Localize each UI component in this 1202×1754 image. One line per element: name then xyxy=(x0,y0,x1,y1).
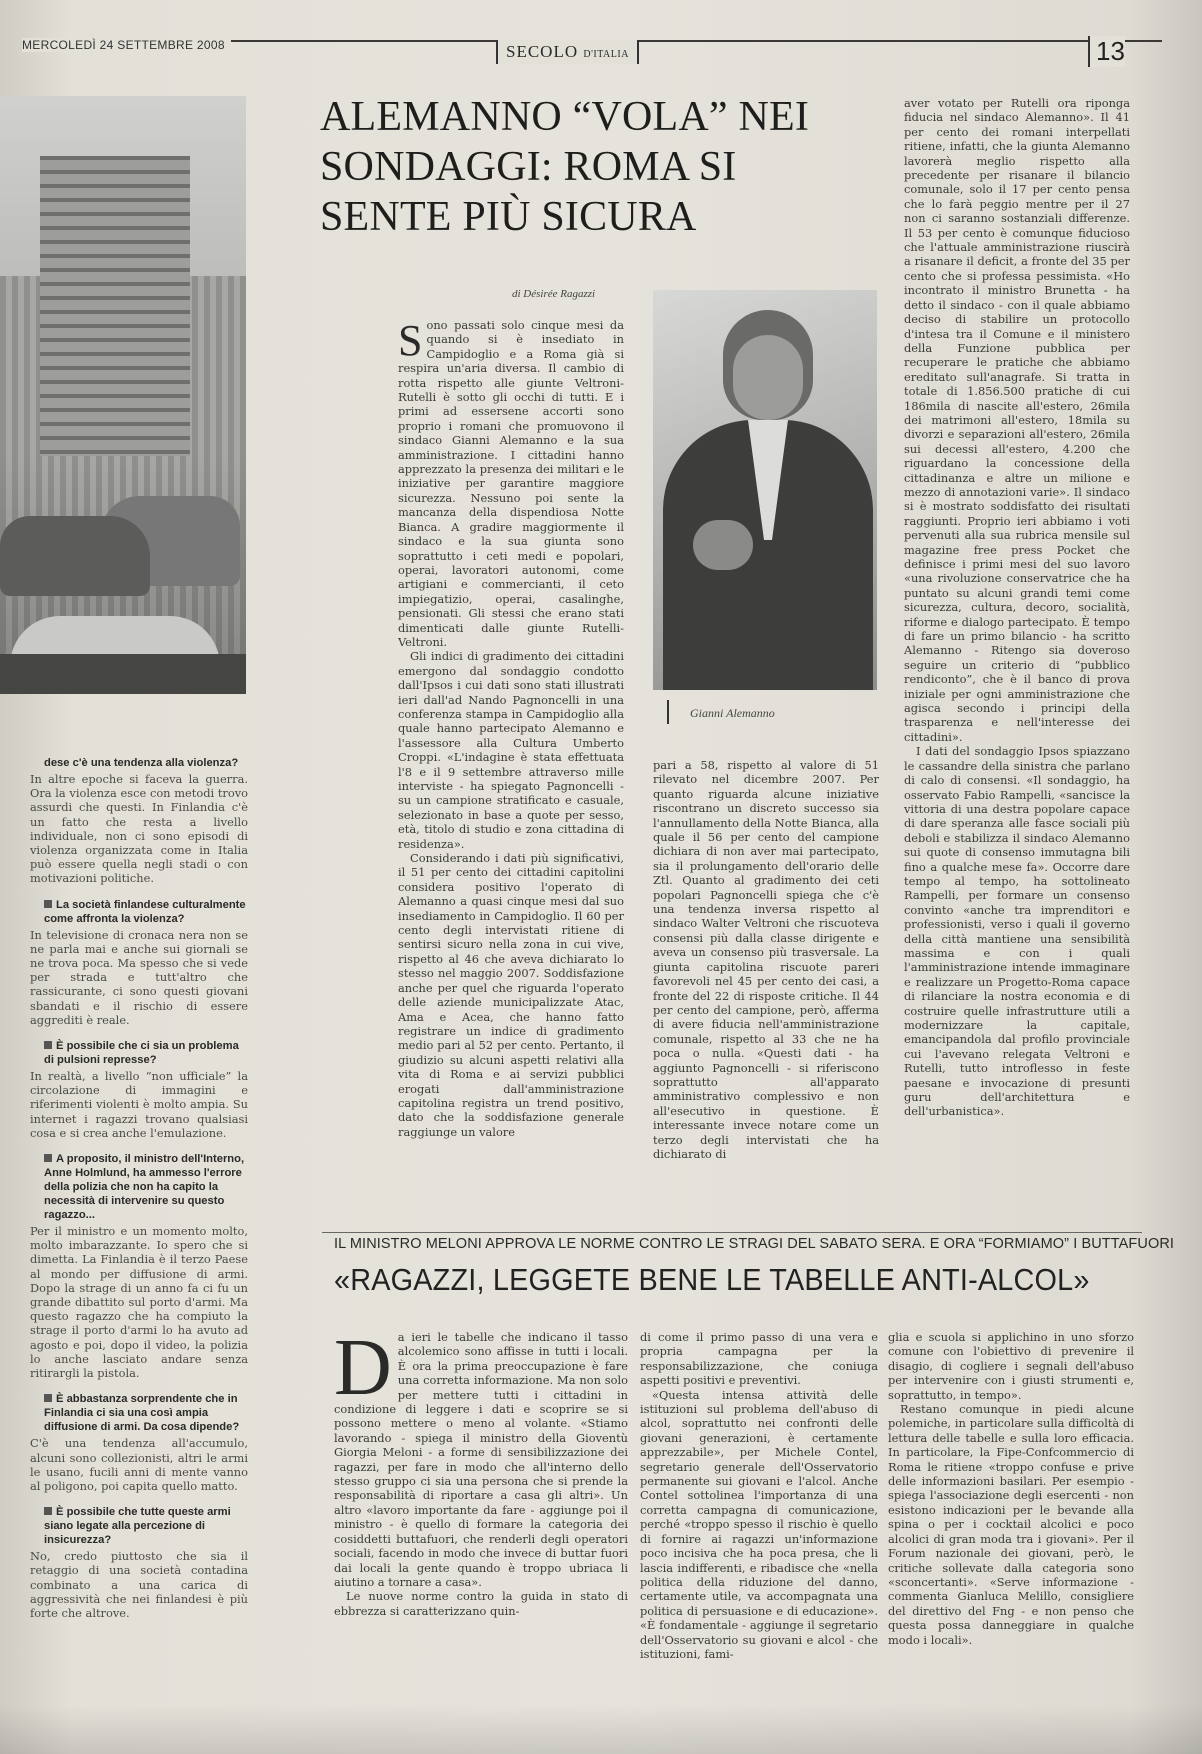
interview-question: È abbastanza sorprendente che in Finlandia ci sia una così ampia diffusione di armi. Da cosa dipende? xyxy=(44,1393,240,1434)
masthead-suffix: D'ITALIA xyxy=(583,49,629,60)
masthead xyxy=(496,40,639,64)
paragraph: I dati del sondaggio Ipsos spiazzano le cassandre della sinistra che parlano di calo di consensi. «Il sondaggio, ha osservato Fabio Rampelli, «sancisce la vittoria di una destra popolare capace di dare speranza alle fasce sociali più deboli e stabilizza il sindaco Alemanno sui quote di consenso immutagna bili fino a qualche mese fa». Occorre dare tempo al tempo, ha sottolineato Rampelli, per formare un consenso convinto «anche tra imprenditori e professionisti, verso i quali il governo della città mantiene una sensibilità massima e con i quali l'amministrazione intende immaginare e realizzare un Progetto-Roma capace di rilanciare la nostra economia e di costruire quelle infrastrutture utili a modernizzare la capitale, emancipandola dal profilo provinciale cui l'avevano relegata Veltroni e Rutelli, tutto introflesso in feste paesane e invocazione di presunti guru dell'architettura e dell'urbanistica». xyxy=(904,744,1130,1119)
interview-answer: In altre epoche si faceva la guerra. Ora la violenza esce con metodi trovo assurdi che questi. In Finlandia c'è un fatto che resta a livello individuale, non ci sono episodi di violenza organizzata come in Italia può essere quella negli stadi o con motivazioni politiche. xyxy=(30,772,248,886)
interview-question: È possibile che ci sia un problema di pulsioni represse? xyxy=(44,1040,239,1067)
paragraph: ono passati solo cinque mesi da quando si è insediato in Campidoglio e a Roma già si respira un'aria diversa. Il cambio di rotta rispetto alle giunte Veltroni-Rutelli è sotto gli occhi di tutti. E i primi ad essersene accorti sono proprio i romani che promuovono il sindaco Gianni Alemanno e la sua amministrazione. I cittadini hanno apprezzato la presenza dei militari e le iniziative per garantire maggiore sicurezza. Nessuno poi sente la mancanza della dispendiosa Notte Bianca. A gradire maggiormente il sindaco e la sua giunta sono soprattutto i ceti medi e popolari, operai, lavoratori autonomi, come artigiani e commercianti, il ceto impiegatizio, operai, casalinghe, pensionati. Gli stessi che erano stati dimenticati dalle giunte Rutelli-Veltroni. xyxy=(398,318,624,649)
masthead-name: SECOLO xyxy=(506,42,579,61)
second-article-column-3 xyxy=(888,1330,1134,1680)
bullet-icon xyxy=(44,1394,52,1402)
paragraph: glia e scuola si applichino in uno sforzo comune con l'obiettivo di prevenire il disagio, di cogliere i segnali dell'abuso per intervenire con i giusti strumenti e, soprattutto, in tempo». xyxy=(888,1330,1134,1402)
second-article-kicker: IL MINISTRO MELONI APPROVA LE NORME CONTRO LE STRAGI DEL SABATO SERA. E ORA “FORMIAMO” I BUTTAFUORI xyxy=(334,1236,1175,1252)
interview-column xyxy=(30,756,248,1696)
paragraph: Restano comunque in piedi alcune polemiche, in particolare sulla difficoltà di lettura delle tabelle e sulla loro efficacia. In particolare, la Fipe-Confcommercio di Roma le ritiene «troppo confuse e prive delle informazioni basilari. Per esempio - spiega l'associazione degli esercenti - non esistono indicazioni per le bevande alla spina o per i cocktail alcolici e poco alcolici di gran moda tra i giovani». Per il Forum nazionale dei giovani, però, le critiche sollevate dalla categoria sono «sconcertanti». «Serve informazione - commenta Gianluca Melillo, consigliere del direttivo del Fng - e non penso che questa possa danneggiare in qualche modo i locali». xyxy=(888,1402,1134,1647)
paragraph: Gli indici di gradimento dei cittadini emergono dal sondaggio condotto dall'Ipsos i cui dati sono stati illustrati ieri dall'ad Nando Pagnoncelli in una conferenza stampa in Campidoglio alla quale hanno partecipato Alemanno e l'assessore alla Cultura Umberto Croppi. «L'indagine è stata effettuata l'8 e il 9 settembre attraverso mille interviste - ha spiegato Pagnoncelli - su un campione stratificato e casuale, selezionato in base a quote per sesso, età, titolo di studio e zona cittadina di residenza». xyxy=(398,649,624,851)
interview-answer: Per il ministro e un momento molto, molto imbarazzante. Io spero che si dimetta. La Finlandia è il terzo Paese al mondo per diffusione di armi. Dopo la strage di un anno fa ci fu un grande dibattito sul porto d'armi. Ma questo ragazzo che ha compiuto la strage il porto d'armi lo ha avuto ad agosto e poi, dopo il video, la polizia lo anche lasciato andare senza ritirargli la pistola. xyxy=(30,1224,248,1381)
paragraph: a ieri le tabelle che indicano il tasso alcolemico sono affisse in tutti i locali. È ora la prima preoccupazione è fare una corretta informazione. Ma non solo per mettere tutti i cittadini in condizione di leggere i dati e scoprire se si possono mettere o meno al volante. «Stiamo lavorando - spiega il ministro della Gioventù Giorgia Meloni - a forme di sensibilizzazione dei ragazzi, per fare in modo che all'interno dello stesso gruppo ci sia una persona che si prende la responsabilità di riportare a casa gli altri». Un altro «lavoro importante da fare - aggiunge poi il ministro - è quello di formare la categoria dei cosiddetti buttafuori, che renderli degli operatori sociali, facendo in modo che invece di buttar fuori dai locali la gente quando è troppo ubriaca li aiutino a tornare a casa». xyxy=(334,1330,628,1589)
portrait-photo xyxy=(653,290,877,690)
photo-caption: Gianni Alemanno xyxy=(690,706,775,720)
bullet-icon xyxy=(44,1154,52,1162)
paragraph: Le nuove norme contro la guida in stato di ebbrezza si caratterizzano quin- xyxy=(334,1589,628,1618)
section-rule xyxy=(322,1232,1142,1233)
bullet-icon xyxy=(44,1507,52,1515)
paragraph: di come il primo passo di una vera e propria campagna per la responsabilizzazione, che coniuga aspetti positivi e preventivi. xyxy=(640,1330,878,1388)
bullet-icon xyxy=(44,1041,52,1049)
second-article-column-2 xyxy=(640,1330,878,1680)
page-number: 13 xyxy=(1088,36,1125,67)
issue-date: MERCOLEDÌ 24 SETTEMBRE 2008 xyxy=(22,38,231,52)
street-photo xyxy=(0,96,246,694)
interview-question: A proposito, il ministro dell'Interno, Anne Holmlund, ha ammesso l'errore della polizia che non ha capito la necessità di intervenire su questo ragazzo... xyxy=(44,1153,245,1222)
bullet-icon xyxy=(44,900,52,908)
byline: di Désirée Ragazzi xyxy=(512,288,596,300)
second-article-column-1 xyxy=(334,1330,628,1680)
main-article-column-2 xyxy=(653,758,879,1188)
interview-answer: In realtà, a livello “non ufficiale” la circolazione di immagini e riferimenti violenti è molto ampia. Su internet i ragazzi trovano qualsiasi cosa e si crea anche l'emulazione. xyxy=(30,1069,248,1140)
caption-rule xyxy=(667,700,669,724)
paragraph: pari a 58, rispetto al valore di 51 rilevato nel dicembre 2007. Per quanto riguarda alcune iniziative riscontrano un discreto successo sia l'annullamento della Notte Bianca, alla quale il 56 per cento del campione dichiara di non aver mai partecipato, sia il prolungamento dell'orario delle Ztl. Quanto al gradimento dei ceti popolari Pagnoncelli spiega che c'è una tendenza inversa rispetto al sindaco Walter Veltroni che riscuoteva consensi più dalla classe dirigente e aveva un consenso più trasversale. La giunta capitolina riscuote pareri favorevoli nel 45 per cento dei casi, a fronte del 22 di risposte critiche. Il 44 per cento del campione, però, afferma di avere fiducia nell'amministrazione comunale, rispetto al 33 che ne ha poca o nulla. «Questi dati - ha aggiunto Pagnoncelli - si riferiscono soprattutto all'apparato amministrativo complessivo e non all'esecutivo in questione. È interessante invece notare come un terzo degli intervistati che ha dichiarato di xyxy=(653,758,879,1161)
paragraph: Considerando i dati più significativi, il 51 per cento dei cittadini capitolini considera positivo l'operato di Alemanno a quasi cinque mesi dal suo insediamento in Campidoglio. Il 60 per cento degli intervistati ritiene di sentirsi sicuro nella zona in cui vive, rispetto al 46 che aveva dichiarato lo stesso nel maggio 2007. Soddisfazione anche per quel che riguarda l'operato delle aziende municipalizzate Atac, Ama e Acea, che hanno fatto registrare un indice di gradimento medio pari al 52 per cento. Pertanto, il giudizio su alcuni aspetti relativi alla vita di Roma e ai servizi pubblici erogati dall'amministrazione capitolina registra un trend positivo, dato che la soddisfazione generale raggiunge un valore xyxy=(398,851,624,1139)
drop-cap: D xyxy=(334,1330,392,1412)
main-article-column-1 xyxy=(398,318,624,1188)
main-headline: ALEMANNO “VOLA” NEI SONDAGGI: ROMA SI SENTE PIÙ SICURA xyxy=(320,94,810,240)
interview-answer: C'è una tendenza all'accumulo, alcuni sono collezionisti, altri le armi le usano, fucili anni di mente vanno al poligono, poi capita quello matto. xyxy=(30,1436,248,1493)
interview-answer: In televisione di cronaca nera non se ne parla mai e anche sui giornali se ne trova poca. Ma spesso che si vede per strada e tutt'altro che rassicurante, ci sono questi giovani sbandati e il rischio di essere aggrediti è reale. xyxy=(30,927,248,1027)
paragraph: «Questa intensa attività delle istituzioni sul problema dell'abuso di alcol, soprattutto nei confronti delle giovani generazioni, è certamente apprezzabile», per Michele Contel, segretario generale dell'Osservatorio permanente sui giovani e l'alcol. Anche Contel sottolinea l'importanza di una corretta campagna di comunicazione, perché «troppo spesso il rischio è quello di fornire ai ragazzi un'informazione poco incisiva che ha poca presa, che li lascia indifferenti, e ribadisce che «nella politica della riduzione del danno, certamente utile, va accompagnata una politica di persuasione e di educazione». «È fondamentale - aggiunge il segretario dell'Osservatorio su giovani e alcol - che istituzioni, fami- xyxy=(640,1387,878,1661)
drop-cap: S xyxy=(398,318,423,365)
second-article-headline: «RAGAZZI, LEGGETE BENE LE TABELLE ANTI-ALCOL» xyxy=(334,1262,1090,1297)
interview-question: dese c'è una tendenza alla violenza? xyxy=(44,757,239,769)
interview-answer: No, credo piuttosto che sia il retaggio di una società contadina combinato a una carica di aggressività che nei finlandesi è più forte che altrove. xyxy=(30,1549,248,1620)
main-article-column-3 xyxy=(904,96,1130,1188)
interview-question: È possibile che tutte queste armi siano legate alla percezione di insicurezza? xyxy=(44,1506,231,1547)
paragraph: aver votato per Rutelli ora riponga fiducia nel sindaco Alemanno». Il 41 per cento dei romani interpellati ritiene, infatti, che la giunta Alemanno lavorerà meglio rispetto alla precedente per risanare il bilancio comunale, solo il 17 per cento pensa che lo farà peggio mentre per il 27 non ci saranno sostanziali differenze. Il 53 per cento è comunque fiducioso che l'attuale amministrazione riuscirà a risanare il deficit, a fronte del 35 per cento che si professa pessimista. «Ho incontrato il ministro Brunetta - ha detto il sindaco - con il quale abbiamo deciso di stabilire un protocollo d'intesa tra il Comune e il ministero della Funzione pubblica per recuperare le pratiche che abbiamo ereditato sull'anagrafe. Si tratta in totale di 1.856.500 pratiche di cui 186mila di nascite all'estero, 26mila dei matrimoni all'estero, 18mila su divorzi e separazioni all'estero, 26mila sui decessi all'estero, 4.200 che riguardano la concessione della cittadinanza e altre un milione e mezzo di annotazioni varie». Il sindaco si è mostrato soddisfatto dei risultati raggiunti. Proprio ieri abbiamo i voti pervenuti alla sua rubrica mensile sul magazine free press Pocket che definisce i primi mesi del suo lavoro «una rivoluzione conservatrice che ha puntato su alcuni grandi temi come sicurezza, cultura, decoro, socialità, riforme e dialogo partecipato. È tempo di fare un primo bilancio - ha scritto Alemanno - Ritengo sia doveroso seguire un criterio di “pubblico rendiconto”, che è il banco di prova iniziale per ogni amministrazione che agisca secondo i principi della trasparenza e nell'interesse dei cittadini». xyxy=(904,96,1130,744)
page-shadow xyxy=(0,1704,1202,1754)
interview-question: La società finlandese culturalmente come affronta la violenza? xyxy=(44,898,246,925)
